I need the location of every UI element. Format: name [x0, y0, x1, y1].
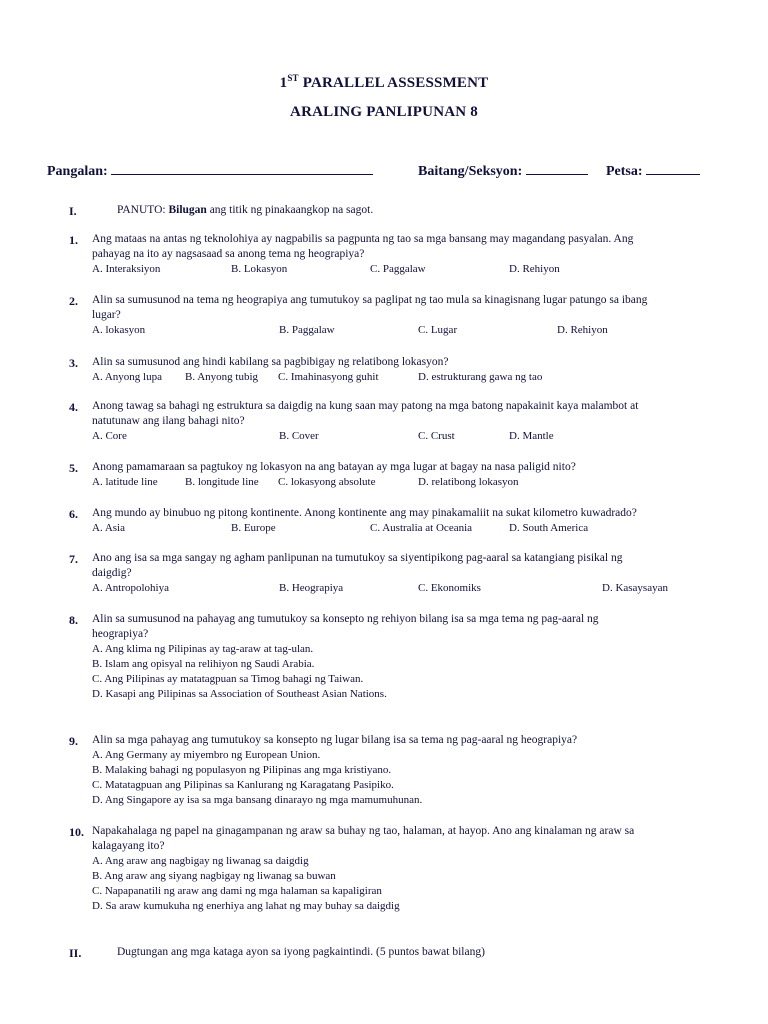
question-text: Napakahalaga ng papel na ginagampanan ng araw sa buhay ng tao, halaman, at hayop. Ano ang kinalaman ng araw sa: [92, 825, 635, 837]
question-number: 7.: [69, 552, 78, 566]
name-field: [47, 160, 373, 180]
answer-option[interactable]: A. Ang Germany ay miyembro ng European Union.: [92, 749, 321, 761]
question-text: lugar?: [92, 309, 121, 321]
answer-option[interactable]: A. Antropolohiya: [92, 582, 169, 594]
question-text: Alin sa mga pahayag ang tumutukoy sa konsepto ng lugar bilang isa sa tema ng pag-aaral ng heograpiya?: [92, 734, 578, 746]
answer-option[interactable]: D. Sa araw kumukuha ng enerhiya ang lahat ng may buhay sa daigdig: [92, 900, 400, 912]
section-label: Baitang/Seksyon:: [418, 164, 523, 179]
answer-option[interactable]: A. latitude line: [92, 476, 158, 488]
question-number: 9.: [69, 734, 78, 748]
answer-option[interactable]: B. Ang araw ang siyang nagbigay ng liwanag sa buwan: [92, 870, 336, 882]
answer-option[interactable]: C. Imahinasyong guhit: [278, 371, 379, 383]
question-number: 2.: [69, 294, 78, 308]
answer-option[interactable]: A. lokasyon: [92, 324, 146, 336]
part1-numeral: I.: [69, 204, 77, 218]
question-text: Alin sa sumusunod ang hindi kabilang sa pagbibigay ng relatibong lokasyon?: [92, 356, 449, 368]
answer-option[interactable]: C. Napapanatili ng araw ang dami ng mga halaman sa kapaligiran: [92, 885, 382, 897]
part2-instruction: Dugtungan ang mga kataga ayon sa iyong pagkaintindi. (5 puntos bawat bilang): [117, 946, 485, 958]
answer-option[interactable]: D. Rehiyon: [509, 263, 560, 275]
question-text: pahayag na ito ay nagsasaad sa anong tema ng heograpiya?: [92, 248, 365, 260]
question-text: Ang mundo ay binubuo ng pitong kontinente. Anong kontinente ang may pinakamaliit na sukat kilometro kuwadrado?: [92, 507, 637, 519]
section-field: [418, 160, 588, 180]
answer-option[interactable]: A. Asia: [92, 522, 125, 534]
answer-option[interactable]: B. Islam ang opisyal na relihiyon ng Saudi Arabia.: [92, 658, 315, 670]
answer-option[interactable]: B. Cover: [279, 430, 319, 442]
answer-option[interactable]: D. Kasapi ang Pilipinas sa Association of Southeast Asian Nations.: [92, 688, 387, 700]
question-text: Alin sa sumusunod na pahayag ang tumutukoy sa konsepto ng rehiyon bilang isa sa mga tema ng pag-aaral ng: [92, 613, 599, 625]
question-text: Ang mataas na antas ng teknolohiya ay nagpabilis sa pagpunta ng tao sa mga bansang may magandang pasyalan. Ang: [92, 233, 634, 245]
page-title: 1ST PARALLEL ASSESSMENT: [279, 73, 489, 91]
question-text: Ano ang isa sa mga sangay ng agham panlipunan na tumutukoy sa siyentipikong pag-aaral sa katangiang pisikal ng: [92, 552, 623, 564]
question-number: 4.: [69, 400, 78, 414]
page-subtitle: ARALING PANLIPUNAN 8: [290, 104, 478, 120]
answer-option[interactable]: C. Matatagpuan ang Pilipinas sa Kanlurang ng Karagatang Pasipiko.: [92, 779, 394, 791]
question-text: Anong pamamaraan sa pagtukoy ng lokasyon na ang batayan ay mga lugar at bagay na nasa paligid nito?: [92, 461, 576, 473]
date-field: [606, 160, 700, 180]
question-text: heograpiya?: [92, 628, 149, 640]
answer-option[interactable]: B. Malaking bahagi ng populasyon ng Pilipinas ang mga kristiyano.: [92, 764, 392, 776]
question-number: 6.: [69, 507, 78, 521]
answer-option[interactable]: A. Ang klima ng Pilipinas ay tag-araw at tag-ulan.: [92, 643, 314, 655]
answer-option[interactable]: B. Lokasyon: [231, 263, 288, 275]
part1-instruction: PANUTO: Bilugan ang titik ng pinakaangkop na sagot.: [117, 204, 374, 216]
answer-option[interactable]: B. Europe: [231, 522, 276, 534]
answer-option[interactable]: D. Kasaysayan: [602, 582, 668, 594]
answer-option[interactable]: A. Ang araw ang nagbigay ng liwanag sa daigdig: [92, 855, 309, 867]
answer-option[interactable]: D. South America: [509, 522, 589, 534]
question-text: kalagayang ito?: [92, 840, 165, 852]
answer-option[interactable]: A. Interaksiyon: [92, 263, 161, 275]
answer-option[interactable]: D. Ang Singapore ay isa sa mga bansang dinarayo ng mga mamumuhunan.: [92, 794, 423, 806]
answer-option[interactable]: C. Australia at Oceania: [370, 522, 473, 534]
question-number: 3.: [69, 356, 78, 370]
question-number: 8.: [69, 613, 78, 627]
answer-option[interactable]: B. Anyong tubig: [185, 371, 259, 383]
answer-option[interactable]: B. Heograpiya: [279, 582, 344, 594]
date-label: Petsa:: [606, 164, 643, 179]
answer-option[interactable]: D. Rehiyon: [557, 324, 608, 336]
answer-option[interactable]: D. relatibong lokasyon: [418, 476, 519, 488]
answer-option[interactable]: A. Anyong lupa: [92, 371, 162, 383]
answer-option[interactable]: B. Paggalaw: [279, 324, 335, 336]
answer-option[interactable]: C. Ekonomiks: [418, 582, 481, 594]
part2-numeral: II.: [69, 946, 82, 960]
question-text: daigdig?: [92, 567, 132, 579]
question-number: 1.: [69, 233, 78, 247]
answer-option[interactable]: D. Mantle: [509, 430, 554, 442]
answer-option[interactable]: C. Ang Pilipinas ay matatagpuan sa Timog bahagi ng Taiwan.: [92, 673, 364, 685]
answer-option[interactable]: C. lokasyong absolute: [278, 476, 376, 488]
question-text: Anong tawag sa bahagi ng estruktura sa daigdig na kung saan may patong na mga batong napakainit kaya malambot at: [92, 400, 639, 412]
answer-option[interactable]: D. estrukturang gawa ng tao: [418, 371, 543, 383]
answer-option[interactable]: C. Paggalaw: [370, 263, 426, 275]
question-text: Alin sa sumusunod na tema ng heograpiya ang tumutukoy sa paglipat ng tao mula sa kinagisnang lugar patungo sa ibang: [92, 294, 648, 306]
answer-option[interactable]: B. longitude line: [185, 476, 259, 488]
section-blank[interactable]: [526, 160, 588, 175]
question-text: natutunaw ang ilang bahagi nito?: [92, 415, 245, 427]
answer-option[interactable]: C. Crust: [418, 430, 455, 442]
question-number: 10.: [69, 825, 84, 839]
name-blank[interactable]: [111, 160, 373, 175]
name-label: Pangalan:: [47, 164, 108, 179]
date-blank[interactable]: [646, 160, 700, 175]
answer-option[interactable]: C. Lugar: [418, 324, 458, 336]
answer-option[interactable]: A. Core: [92, 430, 127, 442]
question-number: 5.: [69, 461, 78, 475]
